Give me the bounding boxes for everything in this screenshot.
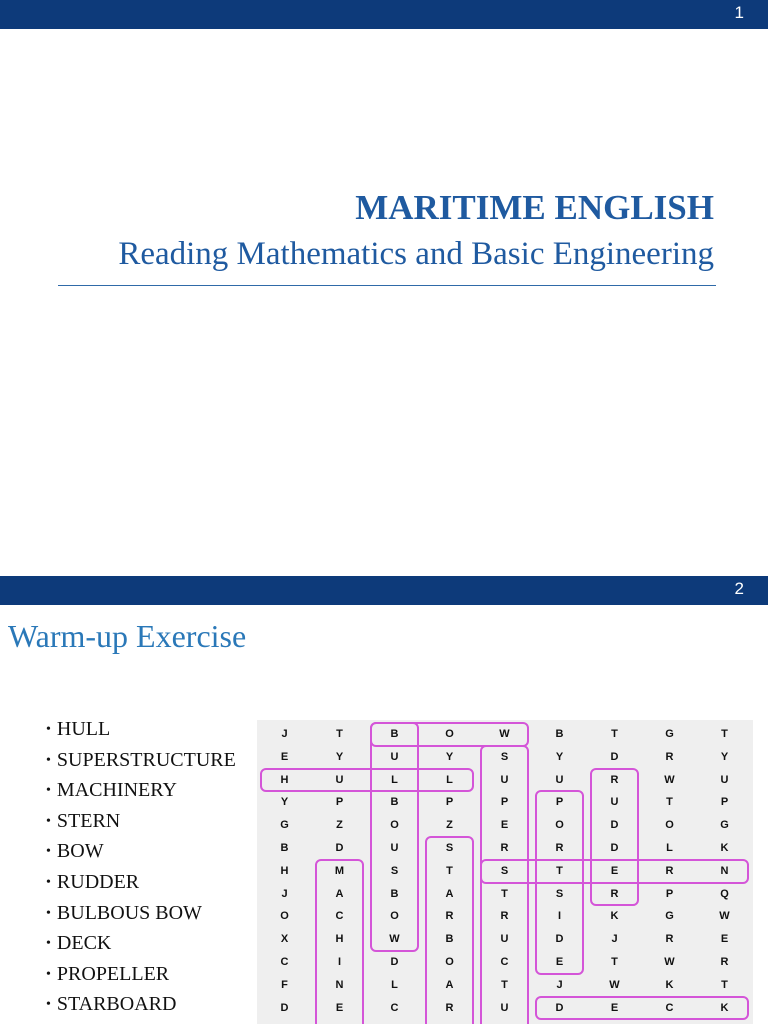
grid-cell: O: [665, 819, 674, 832]
grid-cell: O: [280, 910, 289, 923]
word-text: PROPELLER: [56, 962, 170, 985]
word-text: SUPERSTRUCTURE: [56, 748, 236, 771]
bullet-icon: •: [46, 966, 51, 982]
grid-cell: E: [500, 819, 509, 832]
grid-cell: R: [665, 864, 674, 877]
found-word-highlight: [535, 996, 749, 1021]
grid-cell: B: [390, 887, 399, 900]
found-word-highlight: [370, 722, 419, 952]
grid-cell: U: [500, 773, 509, 786]
grid-cell: M: [334, 864, 345, 877]
grid-cell: T: [611, 956, 618, 968]
slide-number: 1: [734, 3, 744, 22]
grid-cell: U: [500, 1001, 509, 1014]
grid-cell: A: [335, 887, 344, 900]
slide-subtitle: Reading Mathematics and Basic Engineering: [118, 236, 714, 272]
grid-cell: W: [609, 978, 620, 991]
grid-cell: T: [666, 796, 673, 809]
grid-cell: P: [445, 796, 454, 809]
grid-cell: E: [610, 1001, 619, 1014]
grid-cell: S: [500, 864, 509, 877]
found-word-highlight: [315, 859, 364, 1024]
grid-cell: E: [280, 750, 289, 763]
grid-cell: R: [500, 842, 509, 854]
grid-cell: S: [555, 887, 564, 900]
slide-header-bar: [0, 0, 768, 29]
grid-cell: G: [665, 728, 674, 740]
word-text: STARBOARD: [56, 993, 177, 1016]
grid-cell: T: [446, 864, 453, 877]
grid-cell: W: [499, 728, 510, 740]
grid-cell: P: [720, 796, 729, 809]
grid-cell: T: [501, 887, 508, 900]
grid-cell: K: [720, 1001, 729, 1014]
slide-title: MARITIME ENGLISH: [355, 188, 714, 227]
word-text: BULBOUS BOW: [56, 901, 202, 924]
grid-cell: T: [336, 728, 343, 740]
word-list-item: [46, 836, 236, 867]
grid-cell: S: [445, 842, 454, 854]
word-search-grid: [257, 720, 753, 1024]
grid-cell: D: [610, 750, 619, 763]
grid-cell: Y: [335, 750, 344, 763]
grid-cell: E: [555, 956, 564, 968]
word-text: MACHINERY: [56, 779, 177, 802]
word-list-item: [46, 775, 236, 806]
grid-cell: Z: [446, 819, 453, 832]
grid-cell: U: [335, 773, 344, 786]
grid-cell: O: [390, 819, 399, 832]
found-word-highlight: [535, 790, 584, 974]
slide-heading: Warm-up Exercise: [8, 618, 247, 654]
grid-cell: T: [611, 728, 618, 740]
bullet-icon: •: [46, 722, 51, 738]
grid-cell: K: [610, 910, 619, 923]
grid-cell: F: [281, 978, 288, 991]
found-word-highlight: [480, 745, 529, 1024]
grid-cell: W: [664, 956, 675, 968]
grid-cell: L: [446, 773, 453, 786]
grid-cell: O: [390, 910, 399, 923]
grid-cell: Q: [720, 887, 729, 900]
grid-cell: R: [610, 887, 619, 900]
grid-cell: O: [445, 728, 454, 740]
grid-cell: C: [665, 1001, 674, 1014]
bullet-icon: •: [46, 844, 51, 860]
grid-cell: D: [555, 933, 564, 946]
bullet-icon: •: [46, 752, 51, 768]
grid-cell: D: [280, 1001, 289, 1014]
grid-cell: N: [335, 978, 344, 991]
grid-cell: U: [390, 750, 399, 763]
grid-cell: U: [610, 796, 619, 809]
grid-cell: T: [556, 864, 563, 877]
grid-cell: B: [555, 728, 564, 740]
grid-cell: B: [445, 933, 454, 946]
grid-cell: R: [720, 956, 729, 968]
grid-cell: C: [280, 956, 289, 968]
bullet-icon: •: [46, 997, 51, 1013]
word-text: DECK: [56, 932, 112, 955]
grid-cell: C: [390, 1001, 399, 1014]
bullet-icon: •: [46, 875, 51, 891]
bullet-icon: •: [46, 936, 51, 952]
grid-cell: R: [665, 933, 674, 946]
grid-cell: B: [390, 796, 399, 809]
grid-cell: Y: [555, 750, 564, 763]
grid-cell: R: [665, 750, 674, 763]
word-list-item: [46, 867, 236, 898]
grid-cell: P: [335, 796, 344, 809]
grid-cell: R: [555, 842, 564, 854]
warmup-slide: [0, 576, 768, 1024]
word-list-item: [46, 989, 236, 1020]
bullet-icon: •: [46, 905, 51, 921]
slide-header-bar: [0, 576, 768, 605]
grid-cell: N: [720, 864, 729, 877]
word-list-item: [46, 714, 236, 745]
grid-cell: T: [721, 978, 728, 991]
grid-cell: R: [610, 773, 619, 786]
grid-cell: W: [664, 773, 675, 786]
grid-cell: L: [391, 773, 398, 786]
slide-number: 2: [734, 579, 744, 598]
word-list-item: [46, 806, 236, 837]
grid-cell: D: [335, 842, 344, 854]
grid-cell: U: [555, 773, 564, 786]
grid-cell: B: [390, 728, 399, 740]
grid-cell: T: [721, 728, 728, 740]
grid-cell: D: [390, 956, 399, 968]
word-text: BOW: [56, 840, 104, 863]
title-divider: [58, 285, 716, 286]
grid-cell: L: [666, 842, 673, 854]
grid-cell: I: [557, 910, 562, 923]
grid-cell: S: [500, 750, 509, 763]
grid-cell: H: [335, 933, 344, 946]
found-word-highlight: [425, 836, 474, 1024]
grid-cell: E: [335, 1001, 344, 1014]
found-word-highlight: [260, 768, 474, 793]
grid-cell: J: [556, 978, 563, 991]
grid-cell: J: [611, 933, 618, 946]
grid-cell: O: [555, 819, 564, 832]
grid-cell: L: [391, 978, 398, 991]
grid-cell: X: [280, 933, 289, 946]
grid-cell: C: [335, 910, 344, 923]
grid-cell: R: [500, 910, 509, 923]
grid-cell: Z: [336, 819, 343, 832]
grid-cell: W: [719, 910, 730, 923]
word-list: [46, 714, 236, 1020]
grid-cell: U: [390, 842, 399, 854]
grid-cell: U: [720, 773, 729, 786]
grid-cell: J: [281, 887, 288, 900]
grid-cell: H: [280, 864, 289, 877]
word-text: HULL: [56, 718, 111, 740]
grid-cell: B: [280, 842, 289, 854]
word-list-item: [46, 745, 236, 776]
grid-cell: K: [665, 978, 674, 991]
grid-cell: Y: [445, 750, 454, 763]
grid-cell: D: [610, 819, 619, 832]
bullet-icon: •: [46, 783, 51, 799]
grid-cell: G: [665, 910, 674, 923]
grid-cell: P: [665, 887, 674, 900]
grid-cell: D: [610, 842, 619, 854]
grid-cell: D: [555, 1001, 564, 1014]
word-text: RUDDER: [56, 870, 140, 893]
grid-cell: A: [445, 887, 454, 900]
found-word-highlight: [590, 768, 639, 907]
grid-cell: I: [337, 956, 342, 968]
grid-cell: S: [390, 864, 399, 877]
bullet-icon: •: [46, 813, 51, 829]
grid-cell: C: [500, 956, 509, 968]
grid-cell: A: [445, 978, 454, 991]
grid-cell: P: [555, 796, 564, 809]
grid-cell: H: [280, 773, 289, 786]
grid-cell: Y: [720, 750, 729, 763]
word-list-item: [46, 959, 236, 990]
grid-cell: E: [720, 933, 729, 946]
grid-cell: U: [500, 933, 509, 946]
grid-cell: O: [445, 956, 454, 968]
grid-cell: Y: [280, 796, 289, 809]
word-text: STERN: [56, 809, 121, 832]
grid-cell: R: [445, 1001, 454, 1014]
grid-cell: G: [280, 819, 289, 832]
grid-cell: K: [720, 842, 729, 854]
grid-cell: T: [501, 978, 508, 991]
grid-cell: W: [389, 933, 400, 946]
grid-cell: J: [281, 728, 288, 740]
grid-cell: E: [610, 864, 619, 877]
word-list-item: [46, 898, 236, 929]
grid-cell: R: [445, 910, 454, 923]
word-list-item: [46, 928, 236, 959]
grid-cell: G: [720, 819, 729, 832]
grid-cell: P: [500, 796, 509, 809]
